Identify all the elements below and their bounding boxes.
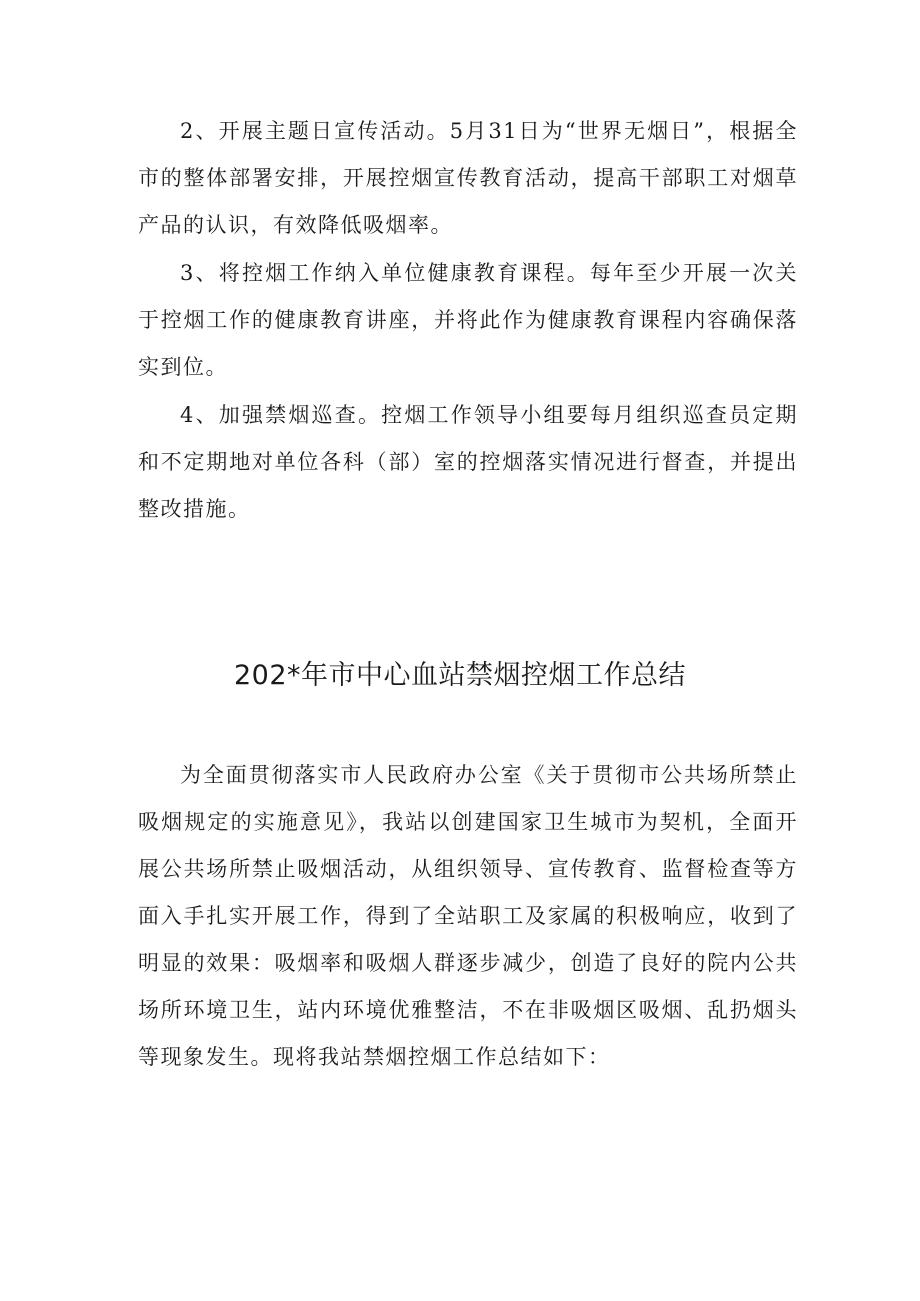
paragraph-item-3: 3、将控烟工作纳入单位健康教育课程。每年至少开展一次关于控烟工作的健康教育讲座，并将此作为健康教育课程内容确保落实到位。: [138, 261, 798, 379]
paragraph-item-2: 2、开展主题日宣传活动。5月31日为“世界无烟日”，根据全市的整体部署安排，开展控烟宣传教育活动，提高干部职工对烟草产品的认识，有效降低吸烟率。: [138, 119, 798, 237]
paragraph-item-4: 4、加强禁烟巡查。控烟工作领导小组要每月组织巡查员定期和不定期地对单位各科（部）室的控烟落实情况进行督查，并提出整改措施。: [138, 403, 798, 521]
document-title: 202*年市中心血站禁烟控烟工作总结: [233, 660, 687, 691]
intro-paragraph: 为全面贯彻落实市人民政府办公室《关于贯彻市公共场所禁止吸烟规定的实施意见》，我站以创建国家卫生城市为契机，全面开展公共场所禁止吸烟活动，从组织领导、宣传教育、监督检查等方面入手扎实开展工作，得到了全站职工及家属的积极响应，收到了明显的效果：吸烟率和吸烟人群逐步减少，创造了良好的院内公共场所环境卫生，站内环境优雅整洁，不在非吸烟区吸烟、乱扔烟头等现象发生。现将我站禁烟控烟工作总结如下：: [138, 763, 798, 1069]
